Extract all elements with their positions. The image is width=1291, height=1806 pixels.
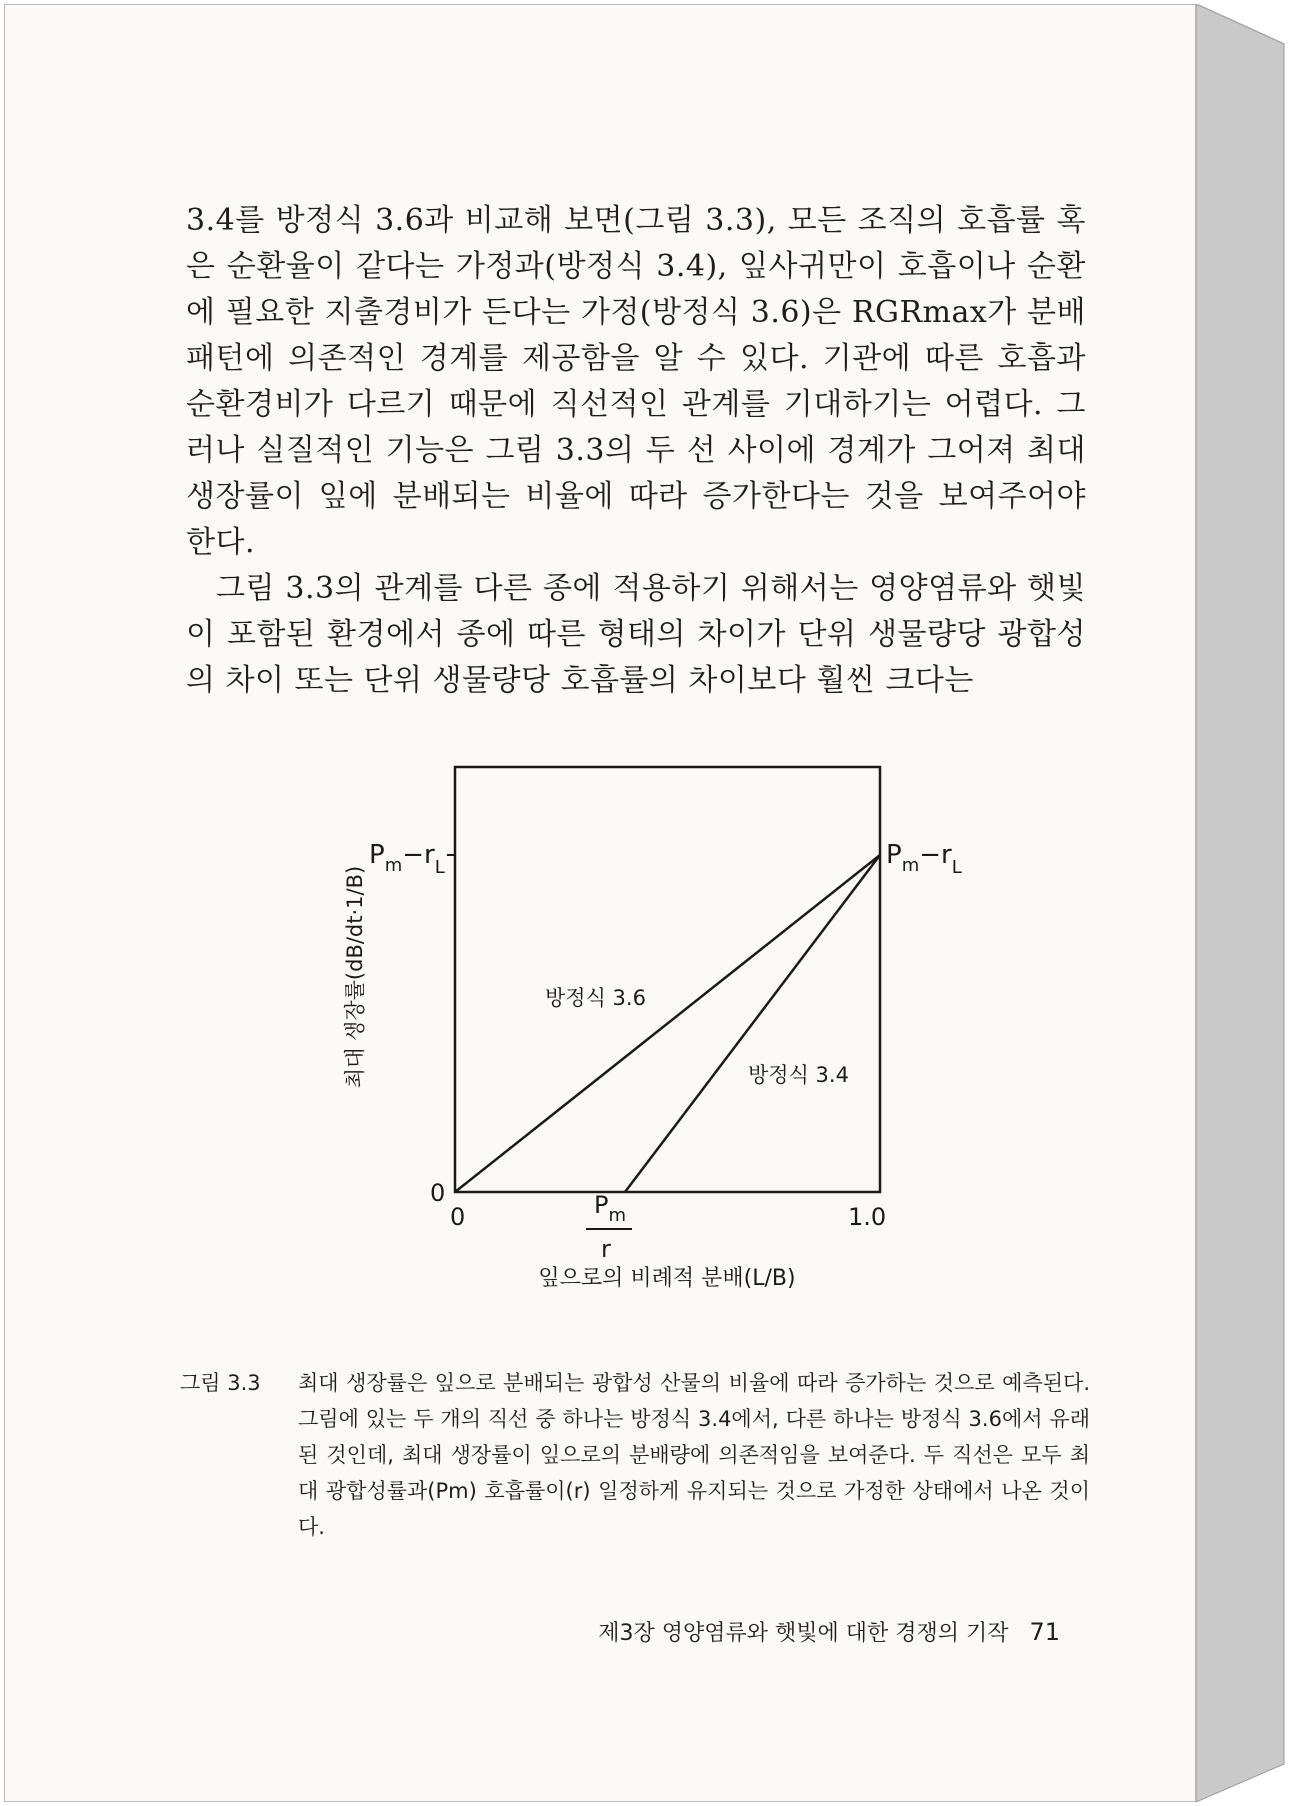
x-tick-mid-denominator: r [601, 1235, 611, 1263]
x-tick-one: 1.0 [848, 1203, 887, 1231]
body-paragraph-1: 3.4를 방정식 3.6과 비교해 보면(그림 3.3), 모든 조직의 호흡률 혹은 순환율이 같다는 가정과(방정식 3.4), 잎사귀만이 호흡이나 순환에 필요한 지출경비가 든다는 가정(방정식 3.6)은 RGRmax가 분배 패턴에 의존적인 경계를 제공함을 알 수 있다. 기관에 따른 호흡과 순환경비가 다르기 때문에 직선적인 관계를 기대하기는 어렵다. 그러나 실질적인 기능은 그림 3.3의 두 선 사이에 경계가 그어져 최대 생장률이 잎에 분배되는 비율에 따라 증가한다는 것을 보여주어야 한다. [186, 203, 1086, 560]
growth-rate-chart [300, 755, 962, 1315]
caption-text: 최대 생장률은 잎으로 분배되는 광합성 산물의 비율에 따라 증가하는 것으로 예측된다. 그림에 있는 두 개의 직선 중 하나는 방정식 3.4에서, 다른 하나는 방정식 3.6에서 유래된 것인데, 최대 생장률이 잎으로의 분배량에 의존적임을 보여준다. 두 직선은 모두 최대 광합성률과(Pm) 호흡률이(r) 일정하게 유지되는 것으로 가정한 상태에서 나온 것이다. [298, 1371, 1090, 1539]
y-tick-zero: 0 [430, 1179, 446, 1207]
line-equation-3-4 [625, 855, 880, 1192]
book-spine [1196, 4, 1286, 1802]
right-end-label: $P_m-r_L$ [886, 840, 962, 878]
x-tick-pm-over-r [586, 1191, 632, 1263]
body-paragraph-2: 그림 3.3의 관계를 다른 종에 적용하기 위해서는 영양염류와 햇빛이 포함된 환경에서 종에 따른 형태의 차이가 단위 생물량당 광합성의 차이 또는 단위 생물량당 호흡률의 차이보다 훨씬 크다는 [186, 571, 1086, 698]
x-tick-mid-numerator: $P_m$ [594, 1191, 627, 1226]
series-label-equation-3-4: 방정식 3.4 [748, 1063, 849, 1087]
plot-frame [455, 767, 880, 1192]
chapter-title: 제3장 영양염류와 햇빛에 대한 경쟁의 기작 [598, 1621, 1009, 1646]
page-number: 71 [1029, 1618, 1060, 1646]
line-equation-3-6 [455, 855, 880, 1192]
x-tick-zero: 0 [450, 1203, 466, 1231]
caption-label: 그림 3.3 [180, 1371, 261, 1395]
running-footer [520, 1616, 1060, 1647]
figure-3-3 [300, 755, 962, 1315]
body-text [186, 198, 1086, 704]
y-axis-label: 최대 생장률(dB/dt·1/B) [343, 865, 367, 1089]
series-label-equation-3-6: 방정식 3.6 [545, 986, 646, 1010]
x-axis-label: 잎으로의 비례적 분배(L/B) [538, 1266, 796, 1291]
y-tick-top-label: $P_m-r_L$ [369, 840, 445, 878]
